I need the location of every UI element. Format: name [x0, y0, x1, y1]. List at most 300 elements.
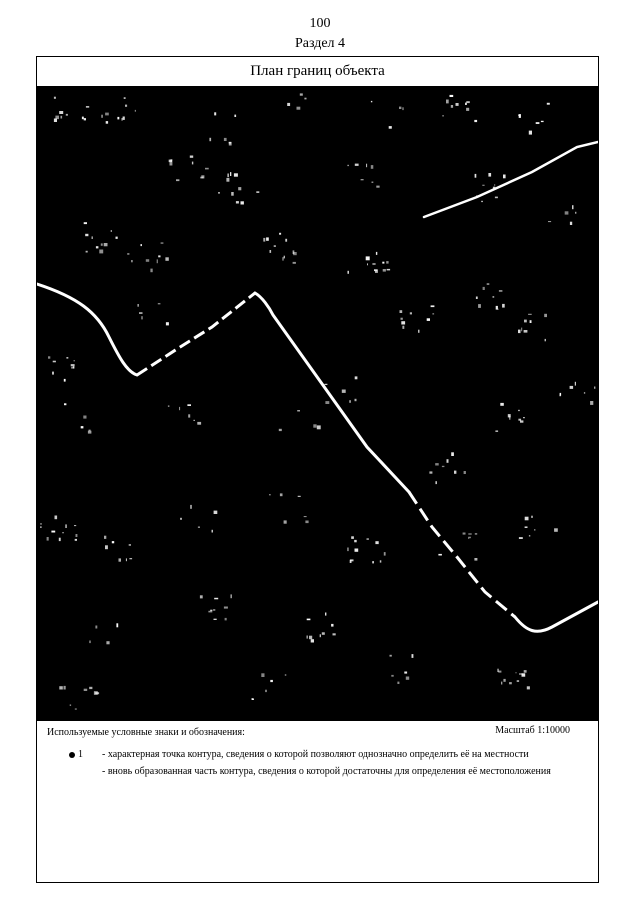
map-speckle: [82, 117, 84, 120]
map-speckle: [529, 131, 532, 135]
map-speckle: [304, 98, 306, 100]
map-speckle: [101, 115, 102, 118]
map-speckle: [307, 636, 308, 639]
map-speckle: [213, 609, 215, 610]
map-speckle: [475, 533, 477, 535]
map-speckle: [112, 541, 114, 543]
map-speckle: [59, 538, 61, 541]
map-speckle: [55, 516, 58, 520]
map-speckle: [229, 142, 232, 146]
map-speckle: [225, 618, 227, 621]
map-speckle: [374, 269, 378, 271]
map-speckle: [497, 669, 499, 672]
map-speckle: [397, 682, 399, 684]
map-speckle: [129, 544, 131, 546]
map-speckle: [99, 250, 103, 254]
map-speckle: [528, 314, 532, 315]
map-speckle: [516, 672, 517, 673]
map-speckle: [193, 420, 195, 421]
map-speckle: [84, 689, 88, 691]
legend-point-label: 1: [78, 749, 83, 760]
map-speckle: [74, 525, 76, 526]
map-speckle: [208, 611, 212, 613]
map-speckle: [188, 414, 190, 417]
map-speckle: [135, 110, 136, 112]
map-speckle: [447, 459, 449, 463]
map-speckle: [168, 405, 170, 407]
map-speckle: [384, 552, 386, 556]
map-speckle: [442, 466, 445, 467]
map-speckle: [293, 252, 297, 255]
map-speckle: [527, 686, 530, 689]
map-speckle: [190, 505, 192, 509]
map-speckle: [197, 422, 201, 425]
map-speckle: [86, 251, 88, 253]
map-speckle: [138, 304, 139, 307]
map-speckle: [165, 257, 168, 261]
map-speckle: [261, 673, 264, 677]
map-speckle: [84, 118, 86, 120]
map-speckle: [476, 297, 478, 300]
map-speckle: [572, 205, 574, 209]
boundary-map: [37, 87, 598, 720]
map-speckle: [65, 524, 67, 528]
map-speckle: [89, 687, 92, 689]
map-speckle: [438, 554, 442, 556]
map-speckle: [64, 379, 66, 382]
map-speckle: [406, 677, 409, 680]
map-speckle: [146, 259, 149, 262]
map-speckle: [366, 256, 370, 260]
map-speckle: [192, 162, 193, 165]
map-speckle: [209, 138, 211, 141]
map-speckle: [468, 537, 471, 539]
map-speckle: [266, 237, 269, 240]
map-speckle: [499, 290, 503, 291]
map-speckle: [380, 560, 382, 562]
map-speckle: [126, 558, 127, 561]
map-speckle: [387, 269, 391, 271]
map-speckle: [495, 197, 498, 199]
map-speckle: [361, 179, 364, 180]
map-speckle: [559, 395, 561, 397]
map-speckle: [252, 698, 254, 700]
map-speckle: [427, 318, 430, 321]
point-marker-icon: [69, 752, 75, 758]
map-speckle: [410, 312, 412, 314]
plan-title: План границ объекта: [37, 57, 598, 87]
map-speckle: [503, 679, 505, 682]
map-speckle: [81, 426, 84, 428]
map-speckle: [325, 384, 328, 385]
map-speckle: [367, 263, 368, 265]
map-speckle: [158, 303, 161, 304]
map-speckle: [382, 262, 384, 264]
map-speckle: [127, 253, 129, 254]
map-speckle: [180, 518, 181, 520]
map-speckle: [403, 107, 404, 110]
map-speckle: [322, 632, 325, 635]
map-speckle: [594, 387, 595, 389]
map-speckle: [61, 116, 63, 119]
map-speckle: [117, 117, 119, 120]
map-speckle: [520, 420, 523, 422]
map-speckle: [466, 101, 470, 103]
map-speckle: [106, 121, 108, 124]
map-speckle: [297, 107, 301, 110]
map-speckle: [116, 237, 118, 239]
map-speckle: [355, 164, 359, 166]
map-speckle: [279, 429, 282, 431]
map-speckle: [123, 117, 125, 120]
map-speckle: [139, 312, 143, 314]
map-speckle: [464, 471, 466, 474]
map-speckle: [224, 138, 227, 141]
map-speckle: [214, 619, 217, 620]
map-speckle: [389, 126, 392, 129]
map-speckle: [266, 690, 267, 692]
map-speckle: [238, 187, 241, 190]
map-speckle: [367, 539, 369, 540]
map-speckle: [96, 246, 99, 248]
plan-frame: [36, 56, 599, 883]
map-speckle: [476, 195, 477, 197]
map-speckle: [231, 192, 234, 196]
map-speckle: [493, 296, 495, 297]
map-speckle: [431, 305, 435, 307]
map-speckle: [48, 356, 50, 358]
map-speckle: [366, 164, 367, 168]
page-number: 100: [309, 16, 331, 31]
map-speckle: [279, 233, 281, 235]
map-speckle: [214, 598, 218, 600]
map-speckle: [342, 390, 346, 393]
map-speckle: [200, 177, 203, 179]
section-title: Раздел 4: [294, 36, 346, 51]
map-speckle: [158, 255, 160, 257]
map-speckle: [116, 623, 118, 627]
map-speckle: [230, 172, 231, 176]
map-speckle: [456, 103, 459, 106]
map-speckle: [104, 536, 106, 539]
map-speckle: [355, 549, 359, 552]
map-speckle: [111, 230, 112, 231]
map-speckle: [161, 243, 164, 244]
map-speckle: [298, 496, 301, 497]
map-speckle: [404, 672, 407, 674]
map-speckle: [105, 545, 108, 549]
map-speckle: [501, 682, 502, 685]
map-speckle: [64, 686, 66, 690]
map-speckle: [297, 410, 300, 411]
map-speckle: [331, 624, 333, 627]
legend-point-symbol: [69, 749, 99, 761]
map-speckle: [76, 534, 78, 537]
map-speckle: [517, 680, 519, 682]
map-speckle: [190, 156, 193, 158]
map-speckle: [518, 410, 520, 411]
map-speckle: [304, 516, 307, 517]
map-speckle: [509, 416, 510, 420]
map-speckle: [230, 594, 232, 598]
map-speckle: [590, 401, 593, 405]
map-speckle: [300, 93, 303, 95]
map-speckle: [131, 260, 133, 262]
map-speckle: [218, 192, 219, 194]
map-speckle: [524, 320, 527, 323]
map-speckle: [463, 533, 466, 535]
map-speckle: [545, 339, 546, 341]
map-speckle: [518, 330, 521, 334]
map-speckle: [390, 655, 392, 657]
legend-point-text: - характерная точка контура, сведения о которой позволяют однозначно определить её на местности: [102, 749, 529, 760]
map-speckle: [64, 403, 66, 405]
map-speckle: [525, 517, 529, 521]
map-speckle: [372, 561, 374, 563]
map-speckle: [536, 122, 540, 124]
map-background: [37, 87, 598, 720]
map-speckle: [443, 115, 444, 116]
map-speckle: [548, 221, 551, 222]
map-speckle: [432, 313, 434, 314]
map-speckle: [570, 386, 574, 389]
map-speckle: [234, 115, 236, 117]
legend-contour-text: - вновь образованная часть контура, сведения о которой достаточны для определения её местоположения: [102, 766, 551, 777]
map-speckle: [214, 511, 218, 514]
map-speckle: [468, 533, 471, 534]
map-speckle: [287, 103, 290, 106]
map-speckle: [309, 636, 312, 640]
map-speckle: [311, 639, 314, 642]
map-speckle: [157, 259, 158, 263]
map-speckle: [86, 106, 89, 108]
map-speckle: [89, 641, 90, 644]
map-speckle: [187, 404, 191, 406]
map-speckle: [169, 160, 172, 163]
map-speckle: [565, 211, 569, 214]
map-speckle: [500, 403, 504, 406]
map-speckle: [92, 236, 93, 239]
map-speckle: [483, 287, 485, 290]
map-speckle: [584, 392, 585, 394]
map-speckle: [284, 256, 285, 259]
map-speckle: [176, 179, 179, 181]
map-speckle: [170, 162, 173, 166]
map-speckle: [386, 261, 388, 264]
map-speckle: [198, 527, 200, 528]
map-speckle: [333, 633, 336, 635]
map-speckle: [224, 607, 228, 609]
map-speckle: [53, 361, 56, 363]
map-speckle: [313, 424, 316, 427]
map-speckle: [85, 234, 88, 236]
map-speckle: [73, 366, 75, 368]
map-speckle: [66, 114, 68, 116]
map-speckle: [518, 115, 520, 117]
map-speckle: [446, 100, 449, 104]
map-speckle: [305, 521, 308, 524]
map-speckle: [494, 184, 495, 185]
map-speckle: [541, 121, 544, 122]
map-speckle: [349, 400, 350, 403]
map-speckle: [325, 613, 326, 616]
map-speckle: [478, 304, 481, 308]
map-speckle: [284, 520, 287, 523]
map-speckle: [59, 686, 63, 689]
map-speckle: [75, 539, 77, 541]
legend: [37, 720, 598, 882]
map-speckle: [354, 540, 357, 542]
map-speckle: [270, 250, 272, 253]
map-speckle: [474, 120, 477, 122]
map-speckle: [101, 243, 103, 245]
map-speckle: [418, 330, 419, 333]
map-speckle: [544, 314, 547, 317]
map-speckle: [83, 416, 86, 419]
map-speckle: [293, 262, 296, 264]
map-speckle: [481, 201, 483, 202]
map-speckle: [372, 263, 375, 265]
map-speckle: [325, 401, 329, 404]
map-speckle: [105, 113, 109, 116]
map-speckle: [94, 691, 98, 695]
map-speckle: [451, 452, 454, 456]
legend-title: Используемые условные знаки и обозначения:: [47, 727, 245, 738]
map-speckle: [124, 97, 126, 99]
map-speckle: [503, 175, 506, 179]
map-speckle: [263, 238, 265, 242]
map-speckle: [52, 372, 54, 375]
map-speckle: [51, 531, 55, 533]
map-speckle: [75, 708, 77, 709]
map-speckle: [529, 535, 530, 536]
map-speckle: [487, 283, 490, 285]
map-speckle: [62, 532, 64, 533]
map-speckle: [129, 558, 132, 559]
map-speckle: [347, 165, 349, 166]
map-speckle: [525, 527, 528, 528]
map-speckle: [351, 536, 354, 539]
map-speckle: [269, 494, 270, 495]
map-speckle: [141, 316, 143, 319]
map-speckle: [317, 425, 321, 429]
map-speckle: [212, 530, 213, 533]
map-speckle: [66, 357, 68, 358]
map-speckle: [435, 463, 439, 465]
map-speckle: [412, 654, 414, 658]
map-speckle: [493, 187, 495, 189]
map-speckle: [70, 705, 71, 706]
map-speckle: [475, 174, 477, 178]
map-speckle: [55, 116, 59, 120]
map-speckle: [474, 558, 477, 561]
map-speckle: [40, 523, 41, 524]
map-speckle: [119, 558, 122, 561]
map-speckle: [482, 185, 484, 186]
map-speckle: [307, 619, 311, 621]
map-speckle: [236, 201, 239, 203]
map-speckle: [141, 244, 142, 246]
map-speckle: [509, 682, 512, 684]
map-speckle: [122, 118, 123, 121]
map-speckle: [547, 103, 550, 105]
map-speckle: [519, 674, 523, 675]
map-speckle: [350, 560, 352, 563]
map-speckle: [234, 173, 238, 176]
map-speckle: [47, 537, 49, 541]
map-speckle: [401, 321, 405, 324]
scale-text: Масштаб 1:10000: [495, 725, 570, 736]
map-speckle: [383, 269, 386, 272]
map-speckle: [320, 634, 321, 637]
map-speckle: [214, 112, 216, 115]
map-speckle: [399, 107, 401, 109]
map-speckle: [429, 471, 432, 473]
map-speckle: [125, 105, 127, 107]
map-speckle: [282, 257, 283, 260]
map-speckle: [391, 675, 393, 677]
map-speckle: [451, 105, 453, 108]
map-speckle: [227, 174, 229, 178]
map-speckle: [355, 399, 357, 401]
map-speckle: [200, 595, 203, 598]
map-speckle: [521, 328, 522, 332]
map-speckle: [84, 222, 87, 224]
map-speckle: [355, 376, 358, 379]
map-speckle: [95, 626, 97, 629]
map-speckle: [534, 529, 535, 531]
map-speckle: [371, 101, 372, 102]
map-speckle: [375, 541, 378, 544]
map-speckle: [401, 318, 403, 320]
map-speckle: [150, 269, 152, 273]
map-speckle: [524, 670, 527, 673]
map-speckle: [519, 537, 523, 539]
map-speckle: [54, 97, 56, 99]
map-speckle: [241, 201, 244, 204]
map-speckle: [554, 528, 558, 532]
map-speckle: [40, 526, 42, 528]
map-speckle: [400, 310, 403, 313]
map-speckle: [498, 309, 499, 310]
map-speckle: [575, 382, 576, 386]
map-speckle: [285, 239, 287, 242]
map-speckle: [205, 168, 209, 170]
map-speckle: [531, 516, 533, 518]
map-speckle: [376, 186, 379, 188]
map-speckle: [256, 191, 259, 192]
map-speckle: [270, 680, 273, 682]
map-speckle: [523, 417, 525, 418]
map-speckle: [166, 322, 169, 325]
map-speckle: [179, 407, 180, 410]
map-speckle: [347, 548, 349, 552]
map-speckle: [59, 111, 63, 114]
map-speckle: [495, 430, 498, 432]
map-speckle: [575, 212, 576, 214]
map-speckle: [488, 173, 491, 177]
map-speckle: [372, 182, 374, 184]
map-speckle: [280, 493, 283, 496]
map-canvas: [37, 87, 598, 720]
map-speckle: [402, 326, 404, 329]
map-speckle: [71, 364, 75, 366]
map-speckle: [502, 304, 505, 308]
map-speckle: [466, 108, 469, 111]
map-speckle: [106, 641, 109, 644]
map-speckle: [104, 243, 108, 246]
map-speckle: [88, 431, 92, 434]
